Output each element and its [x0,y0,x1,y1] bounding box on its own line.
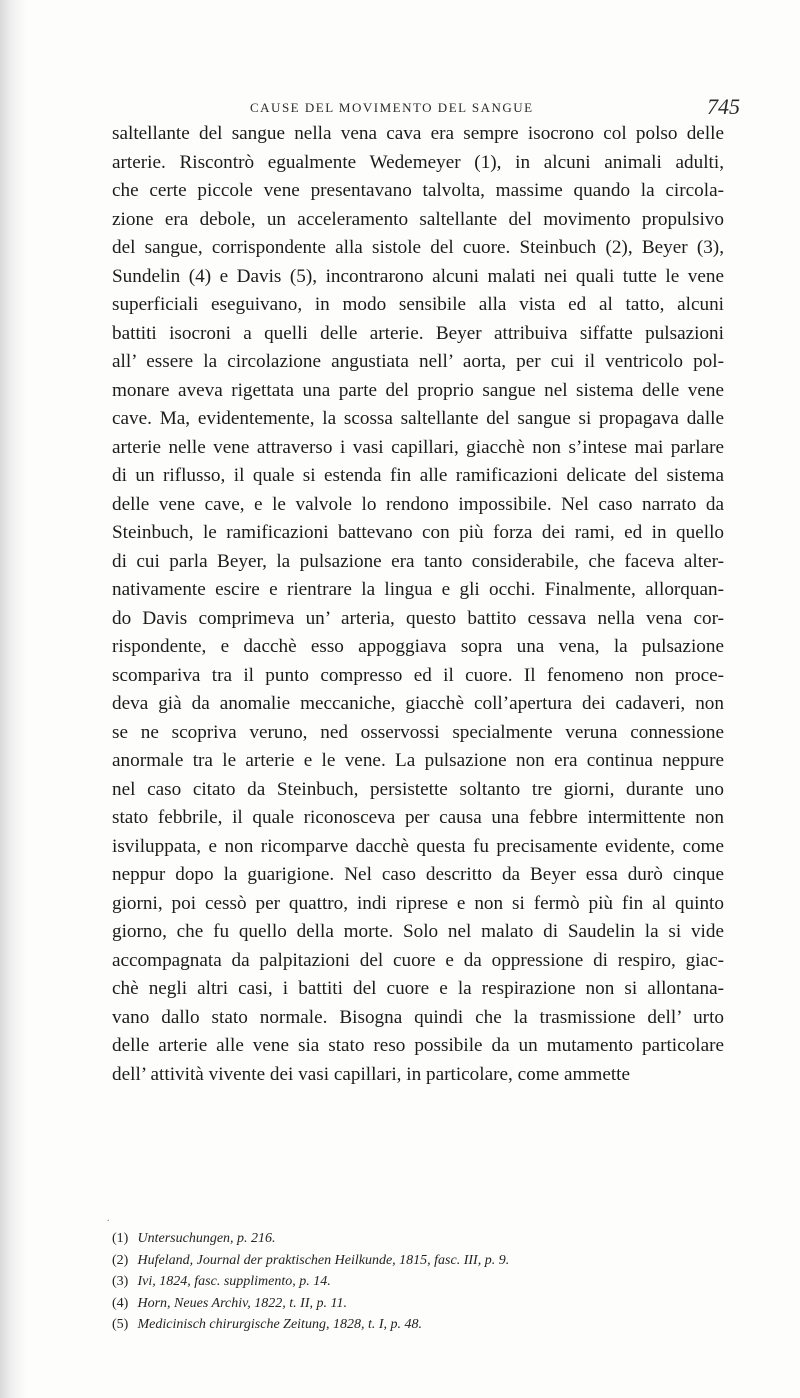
footnote-text: Ivi, 1824, fasc. supplimento, p. 14. [137,1274,331,1289]
footnote [112,1314,724,1336]
text-line: arterie nelle vene attraverso i vasi capillari, giacchè non s’intese mai parlare [112,436,724,458]
text-line: del sangue, corrispondente alla sistole del cuore. Steinbuch (2), Beyer (3), [112,237,724,258]
stray-ink-mark: . [107,1213,110,1224]
text-line: di un riflusso, il quale si estenda fin alle ramificazioni delicate del sistema [112,465,724,486]
spine-shadow [0,0,26,1398]
page-number: 745 [707,94,740,119]
text-line: deva già da anomalie meccaniche, giacchè coll’apertura dei cadaveri, non [112,693,724,714]
text-line: di cui parla Beyer, la pulsazione era tanto considerabile, che faceva alter- [112,550,724,572]
text-line: isviluppata, e non ricomparve dacchè questa fu precisamente evidente, come [112,835,724,857]
text-line: monare aveva rigettata una parte del proprio sangue nel sistema delle vene [112,379,724,401]
text-line: se ne scopriva veruno, ned osservossi specialmente veruna connessione [112,721,724,743]
text-line: rispondente, e dacchè esso appoggiava sopra una vena, la pulsazione [112,636,724,657]
footnotes [112,1228,724,1336]
footnote-number: (3) [112,1274,129,1289]
text-line: nel caso citato da Steinbuch, persistette soltanto tre giorni, durante uno [112,778,724,800]
text-line: delle vene cave, e le valvole lo rendono impossibile. Nel caso narrato da [112,493,724,515]
text-line: zione era debole, un acceleramento saltellante del movimento propulsivo [112,208,724,230]
text-line: giorni, poi cessò per quattro, indi riprese e non si fermò più fin al quinto [112,892,724,914]
text-line: vano dallo stato normale. Bisogna quindi che la trasmissione dell’ urto [112,1006,724,1028]
footnote-number: (1) [112,1231,129,1246]
text-line: accompagnata da palpitazioni del cuore e da oppressione di respiro, giac- [112,949,724,971]
text-line: cave. Ma, evidentemente, la scossa saltellante del sangue si propagava dalle [112,408,724,429]
text-line: all’ essere la circolazione angustiata nell’ aorta, per cui il ventricolo pol- [112,351,724,372]
footnote-text: Horn, Neues Archiv, 1822, t. II, p. 11. [137,1295,347,1311]
text-line: superficiali eseguivano, in modo sensibile alla vista ed al tatto, alcuni [112,294,724,315]
text-line: saltellante del sangue nella vena cava era sempre isocrono col polso delle [112,123,724,144]
text-line: Sundelin (4) e Davis (5), incontrarono alcuni malati nei quali tutte le vene [112,265,724,287]
footnote-text: Untersuchungen, p. 216. [137,1231,276,1246]
text-line: scompariva tra il punto compresso ed il cuore. Il fenomeno non proce- [112,664,724,686]
text-line: dell’ attività vivente dei vasi capillari, in particolare, come ammette [112,1063,631,1085]
text-line: neppur dopo la guarigione. Nel caso descritto da Beyer essa durò cinque [112,864,724,885]
footnote-number: (4) [112,1295,129,1311]
footnote-number: (2) [112,1252,129,1268]
text-line: arterie. Riscontrò egualmente Wedemeyer (1), in alcuni animali adulti, [112,151,724,173]
footnote [112,1250,724,1272]
text-line: giorno, che fu quello della morte. Solo nel malato di Saudelin la si vide [112,921,724,942]
text-line: nativamente escire e rientrare la lingua e gli occhi. Finalmente, allorquan- [112,579,724,600]
text-line: battiti isocroni a quelli delle arterie. Beyer attribuiva siffatte pulsazioni [112,322,724,344]
body-text [112,120,724,1089]
text-line: chè negli altri casi, i battiti del cuore e la respirazione non si allontana- [112,978,724,999]
footnote-text: Hufeland, Journal der praktischen Heilkunde, 1815, fasc. III, p. 9. [137,1252,510,1268]
text-line: anormale tra le arterie e le vene. La pulsazione non era continua neppure [112,750,724,771]
text-line: stato febbrile, il quale riconosceva per causa una febbre intermittente non [112,807,724,828]
footnote [112,1228,724,1250]
text-line: do Davis comprimeva un’ arteria, questo battito cessava nella vena cor- [112,607,724,629]
footnote-number: (5) [112,1317,129,1332]
running-header: CAUSE DEL MOVIMENTO DEL SANGUE [250,100,534,115]
text-line: delle arterie alle vene sia stato reso possibile da un mutamento particolare [112,1035,724,1056]
text-line: che certe piccole vene presentavano talvolta, massime quando la circola- [112,180,724,201]
text-line: Steinbuch, le ramificazioni battevano con più forza dei rami, ed in quello [112,522,724,543]
footnote [112,1293,724,1315]
footnote-text: Medicinisch chirurgische Zeitung, 1828, t. I, p. 48. [137,1317,422,1332]
footnote [112,1271,724,1293]
